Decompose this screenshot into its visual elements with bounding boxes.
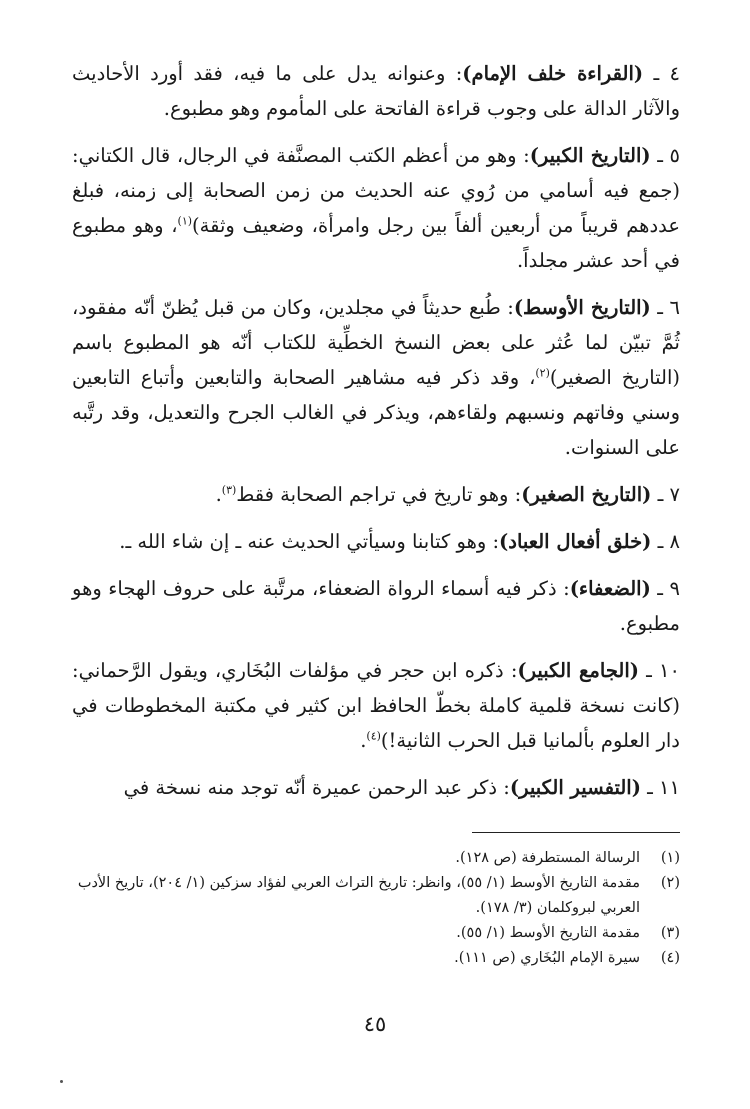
footnote-text: سيرة الإمام البُخَاري (ص ١١١). xyxy=(454,950,640,966)
footnote-4 xyxy=(70,946,680,971)
footnote-text: مقدمة التاريخ الأوسط (١/ ٥٥). xyxy=(456,925,640,941)
footnote-ref[interactable]: (٤) xyxy=(366,729,381,743)
entry-number: ٨ ـ xyxy=(651,530,680,553)
entry-text: : ذكر فيه أسماء الرواة الضعفاء، مرتَّبة على حروف الهجاء وهو مطبوع. xyxy=(72,577,680,635)
page-number: ٤٥ xyxy=(363,1012,387,1036)
footnote-1 xyxy=(70,846,680,871)
entry-text: : وهو تاريخ في تراجم الصحابة فقط xyxy=(236,483,522,506)
entry-text: : وعنوانه يدل على ما فيه، فقد أورد الأحاديث والآثار الدالة على وجوب قراءة الفاتحة على المأموم وهو مطبوع. xyxy=(72,62,680,120)
entry-title: (الجامع الكبير) xyxy=(517,659,639,682)
entry-text: : ذكره ابن حجر في مؤلفات البُخَاري، ويقول الرَّحماني: (كانت نسخة قلمية كاملة بخطّ الحافظ ابن كثير في مكتبة المخطوطات في دار العلوم بألمانيا قبل الحرب الثانية!) xyxy=(72,659,680,752)
entry-number: ٦ ـ xyxy=(650,296,680,319)
entry-10 xyxy=(72,653,680,758)
entry-8 xyxy=(72,524,680,559)
footnote-number: (٢) xyxy=(660,875,680,891)
footnote-ref[interactable]: (١) xyxy=(177,214,193,228)
entry-text: ، وقد ذكر فيه مشاهير الصحابة والتابعين وأتباع التابعين وسني وفاتهم ونسبهم ولقاءهم، ويذكر في الغالب الجرح والتعديل، وقد رتَّبه على السنوات. xyxy=(72,366,680,459)
entry-text: . xyxy=(215,483,222,506)
entry-6 xyxy=(72,290,680,465)
entry-number: ٩ ـ xyxy=(650,577,680,600)
entry-title: (خلق أفعال العباد) xyxy=(499,530,652,553)
entry-text: : وهو كتابنا وسيأتي الحديث عنه ـ إن شاء الله ـ. xyxy=(119,530,500,553)
entry-4 xyxy=(72,56,680,126)
entry-number: ٥ ـ xyxy=(650,144,680,167)
entry-text: : ذكر عبد الرحمن عميرة أنّه توجد منه نسخة في xyxy=(123,776,510,799)
entry-title: (التفسير الكبير) xyxy=(509,776,641,799)
entry-number: ٤ ـ xyxy=(643,62,680,85)
footnote-ref[interactable]: (٢) xyxy=(535,366,550,380)
entry-number: ١٠ ـ xyxy=(639,659,680,682)
entry-text: ، وهو مطبوع في أحد عشر مجلداً. xyxy=(72,214,680,272)
footnote-ref[interactable]: (٣) xyxy=(221,483,237,497)
footnotes xyxy=(70,846,680,971)
entry-number: ١١ ـ xyxy=(640,776,680,799)
entry-title: (القراءة خلف الإمام) xyxy=(462,62,644,85)
entry-9 xyxy=(72,571,680,641)
entry-text: : طُبع حديثاً في مجلدين، وكان من قبل يُظنّ أنّه مفقود، ثُمَّ تبيّن لما عُثر على بعض النسخ الخطِّية للكتاب أنّه هو المطبوع باسم (التاريخ الصغير) xyxy=(72,296,681,389)
footnote-2 xyxy=(70,871,680,921)
entry-title: (التاريخ الصغير) xyxy=(521,483,652,506)
footnote-number: (١) xyxy=(660,850,680,866)
entry-title: (التاريخ الأوسط) xyxy=(513,296,651,319)
scan-speck xyxy=(60,1080,63,1083)
footnote-3 xyxy=(70,921,680,946)
entry-text: . xyxy=(360,729,367,752)
entry-title: (الضعفاء) xyxy=(569,577,651,600)
footnote-number: (٤) xyxy=(660,950,680,966)
footnote-divider xyxy=(472,832,680,833)
footnote-number: (٣) xyxy=(660,925,680,941)
entry-11 xyxy=(72,770,680,805)
entry-5 xyxy=(72,138,680,278)
entry-number: ٧ ـ xyxy=(651,483,680,506)
footnote-text: الرسالة المستطرفة (ص ١٢٨). xyxy=(455,850,640,866)
entry-text: : وهو من أعظم الكتب المصنَّفة في الرجال، قال الكتاني: (جمع فيه أسامي من رُوي عنه الحديث من زمن الصحابة إلى زمنه، فبلغ عددهم قريباً من أربعين ألفاً بين رجل وامرأة، وضعيف وثقة) xyxy=(72,144,681,237)
entry-7 xyxy=(72,477,680,512)
entry-title: (التاريخ الكبير) xyxy=(529,144,651,167)
footnote-text: مقدمة التاريخ الأوسط (١/ ٥٥)، وانظر: تاريخ التراث العربي لفؤاد سزكين (١/ ٢٠٤)، تاريخ الأدب العربي لبروكلمان (٣/ ١٧٨). xyxy=(77,875,640,916)
